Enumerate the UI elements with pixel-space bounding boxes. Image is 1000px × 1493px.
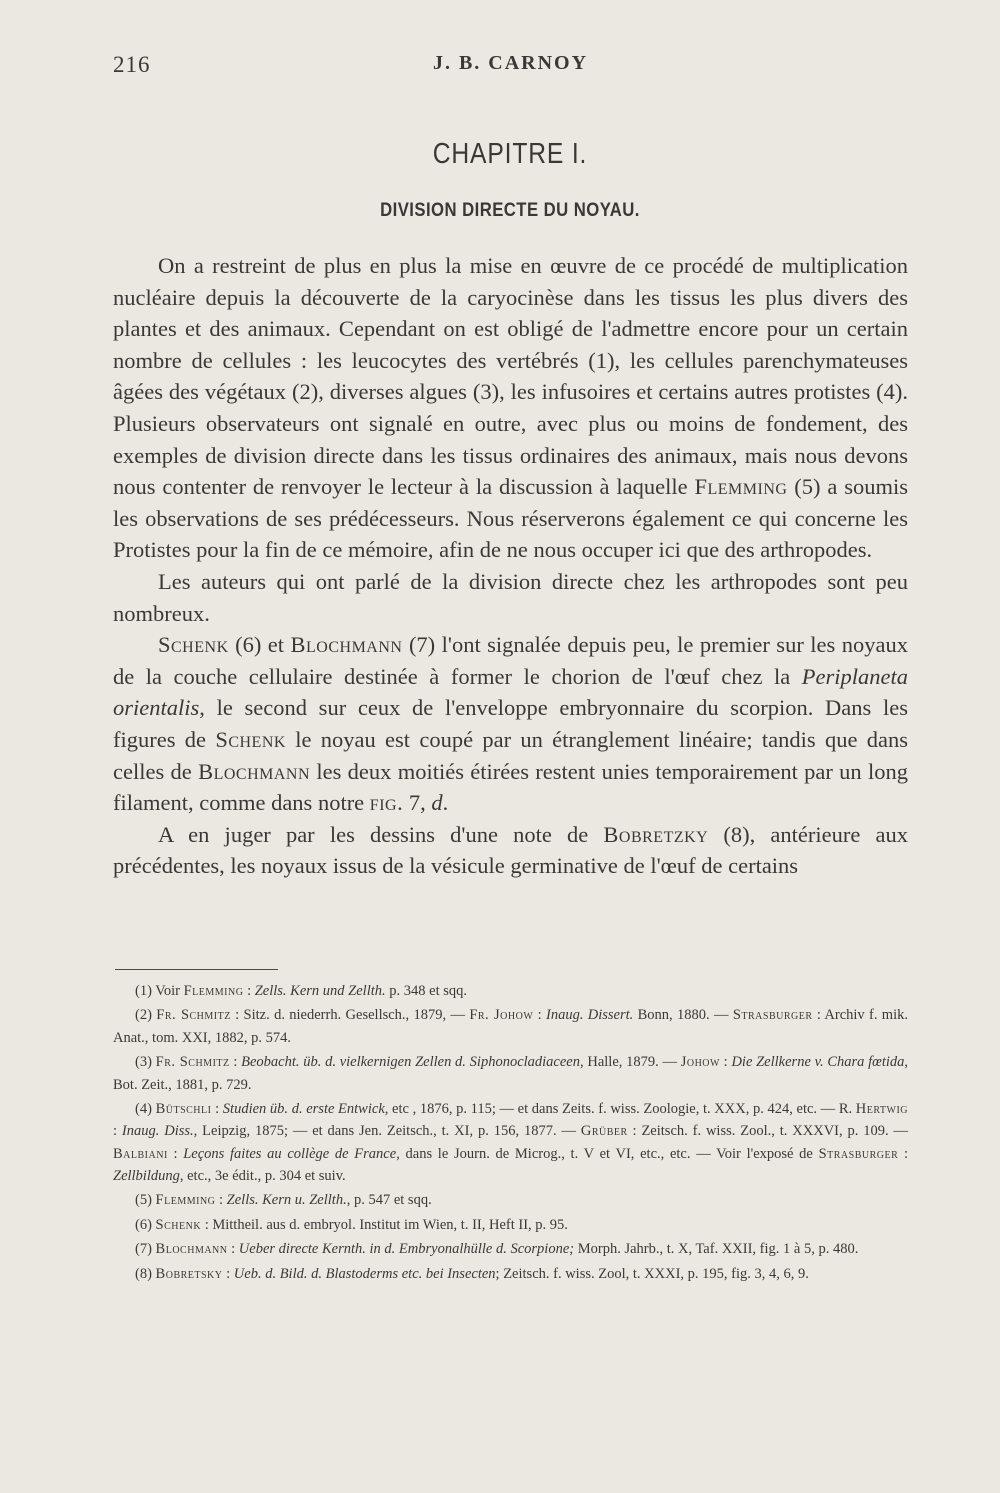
text-run: , le second sur ceux de l'enveloppe embryonnaire du scorpion. Dans les figures de [113,695,908,752]
text-run: ; Zeitsch. f. wiss. Zool, t. XXXI, p. 195, fig. 3, 4, 6, 9. [495,1265,809,1282]
author-name: Fr. Johow [469,1007,534,1024]
italic-text: Zellbildung [113,1167,180,1184]
author-name: Fr. Schmitz [155,1054,230,1071]
text-run: : [243,983,255,999]
footnote [113,980,908,1002]
text-run: : [719,1054,732,1071]
author-name: Schenk [158,632,229,658]
text-run: (5) a soumis les observations de ses prédécesseurs. Nous réserverons également ce qui concerne les Protistes pour la fin de ce mémoire, afin de ne nous occuper ici que des arthropodes. [113,474,908,563]
author-name: Bütschli [155,1101,212,1118]
text-run: : [167,1145,184,1162]
text-run: , dans le Journ. de Microg., t. V et VI, etc., etc. — Voir l'exposé de [396,1145,819,1162]
body-text [113,250,908,882]
italic-text: Studien üb. d. erste Entwick [222,1101,385,1118]
author-name: Balbiani [113,1145,168,1162]
text-run: . [442,790,449,816]
footnote [113,1004,908,1049]
text-run: : [533,1007,546,1024]
text-run: (6) [135,1216,156,1233]
text-run: : [211,1101,223,1118]
italic-text: Beobacht. üb. d. vielkernigen Zellen d. Siphonocladiaceen [241,1054,580,1071]
author-name: Bobretzky [603,821,709,847]
text-run: : [113,1123,122,1140]
author-name: Schenk [215,726,286,752]
body-paragraph [113,819,908,882]
author-name: Strasburger [818,1145,899,1162]
text-run: p. 348 et sqq. [385,983,468,999]
italic-text: Ueb. d. Bild. d. Blastoderms etc. bei Insecten [233,1265,496,1282]
italic-text: Ueber directe Kernth. in d. Embryonalhülle d. Scorpione; [238,1241,575,1258]
author-name: Strasburger [732,1007,813,1024]
italic-text: Inaug. Diss. [121,1123,194,1140]
author-name: Flemming [694,474,788,500]
text-run: (3) [135,1054,156,1071]
author-name: Hertwig [855,1101,909,1118]
author-name: Flemming [155,1192,216,1209]
text-run: les deux moitiés étirées restent unies temporairement par un long filament, comme dans notre [113,758,908,816]
author-name: Blochmann [155,1241,228,1258]
text-run: , etc , 1876, p. 115; — et dans Zeits. f. wiss. Zoologie, t. XXX, p. 424, etc. — R. [384,1101,856,1118]
text-run: Bonn, 1880. — [633,1007,733,1024]
footnote-separator [115,969,278,970]
italic-text: Inaug. Dissert. [545,1007,634,1024]
italic-text: d [431,790,443,816]
footnote [113,1238,908,1260]
author-name: Flemming [183,983,244,999]
text-run: (1) Voir [135,983,184,999]
italic-text: Zells. Kern und Zellth. [254,983,386,999]
author-name: Grüber [580,1123,628,1140]
text-run: : [215,1192,227,1209]
chapter-title: CHAPITRE I. [432,138,588,170]
italic-text: Zells. Kern u. Zellth. [226,1192,347,1209]
text-run: , Halle, 1879. — [580,1054,681,1071]
text-run: : [222,1265,234,1282]
author-name: Blochmann [198,758,311,784]
running-head [113,52,908,82]
text-run: 7, [403,790,432,816]
italic-text: Leçons faites au collège de France [183,1145,397,1162]
footnote [113,1051,908,1096]
text-run: (5) [135,1192,156,1209]
text-run: , Bot. Zeit., 1881, p. 729. [113,1054,908,1093]
running-head-author: J. B. CARNOY [432,52,589,74]
author-name: Johow [680,1054,720,1071]
body-paragraph [113,629,908,819]
text-run: : [898,1145,909,1162]
text-run: (2) [135,1007,157,1024]
section-title: DIVISION DIRECTE DU NOYAU. [380,200,640,221]
text-run: : Archiv f. mik. Anat., tom. XXI, 1882, p. 574. [113,1007,908,1046]
text-run: Les auteurs qui ont parlé de la division directe chez les arthropodes sont peu nombreux. [113,568,908,626]
author-name: Bobretsky [155,1265,223,1282]
author-name: Fr. Schmitz [156,1007,231,1024]
text-run: (6) et [228,632,291,658]
author-name: Blochmann [290,632,403,658]
footnotes [113,980,908,1287]
italic-text: Die Zellkerne v. Chara fœtida [731,1054,905,1071]
text-run: (4) [135,1101,156,1118]
text-run: (7) [135,1241,156,1258]
text-run: (7) l'ont signalée depuis peu, le premier sur les noyaux de la couche cellulaire destinée à former le chorion de l'œuf chez la [113,632,908,689]
text-run: le noyau est coupé par un étranglement linéaire; tandis que dans celles de [113,726,908,784]
text-run: (8), antérieure aux précédentes, les noyaux issus de la vésicule germinative de l'œuf de certains [113,821,909,879]
text-run: Morph. Jahrb., t. X, Taf. XXII, fig. 1 à 5, p. 480. [574,1241,859,1258]
footnote [113,1189,908,1211]
author-name: Schenk [155,1216,202,1233]
footnote [113,1263,908,1285]
text-run: : Mittheil. aus d. embryol. Institut im Wien, t. II, Heft II, p. 95. [201,1216,568,1233]
text-run: A en juger par les dessins d'une note de [158,821,604,847]
footnote [113,1214,908,1236]
text-run: : [229,1054,242,1071]
text-run: : Sitz. d. niederrh. Gesellsch., 1879, — [230,1007,470,1024]
text-run: On a restreint de plus en plus la mise en œuvre de ce procédé de multiplication nucléaire depuis la découverte de la caryocinèse dans les tissus les plus divers des plantes et des animaux. Cependant on est obligé de l'admettre encore pour un certain nombre de cellules : les leucocytes des vertébrés (1), les cellules parenchymateuses âgées des végétaux (2), diverses algues (3), les infusoires et certains autres protistes (4). Plusieurs observateurs ont signalé en outre, avec plus ou moins de fondement, des exemples de division directe dans les tissus ordinaires des animaux, mais nous devons nous contenter de renvoyer le lecteur à la discussion à laquelle [113,253,908,500]
body-paragraph [113,566,908,629]
text-run: , p. 547 et sqq. [346,1192,432,1209]
body-paragraph [113,250,908,566]
text-run: : [227,1241,239,1258]
text-run: : Zeitsch. f. wiss. Zool., t. XXXVI, p. 109. — [627,1123,908,1140]
text-run: , Leipzig, 1875; — et dans Jen. Zeitsch., t. XI, p. 156, 1877. — [193,1123,581,1140]
italic-text: Periplaneta orientalis [113,663,908,721]
text-run: (8) [135,1265,156,1282]
page-number: 216 [113,52,151,77]
footnote [113,1098,908,1187]
author-name: fig. [369,790,404,816]
text-run: , etc., 3e édit., p. 304 et suiv. [179,1167,346,1184]
